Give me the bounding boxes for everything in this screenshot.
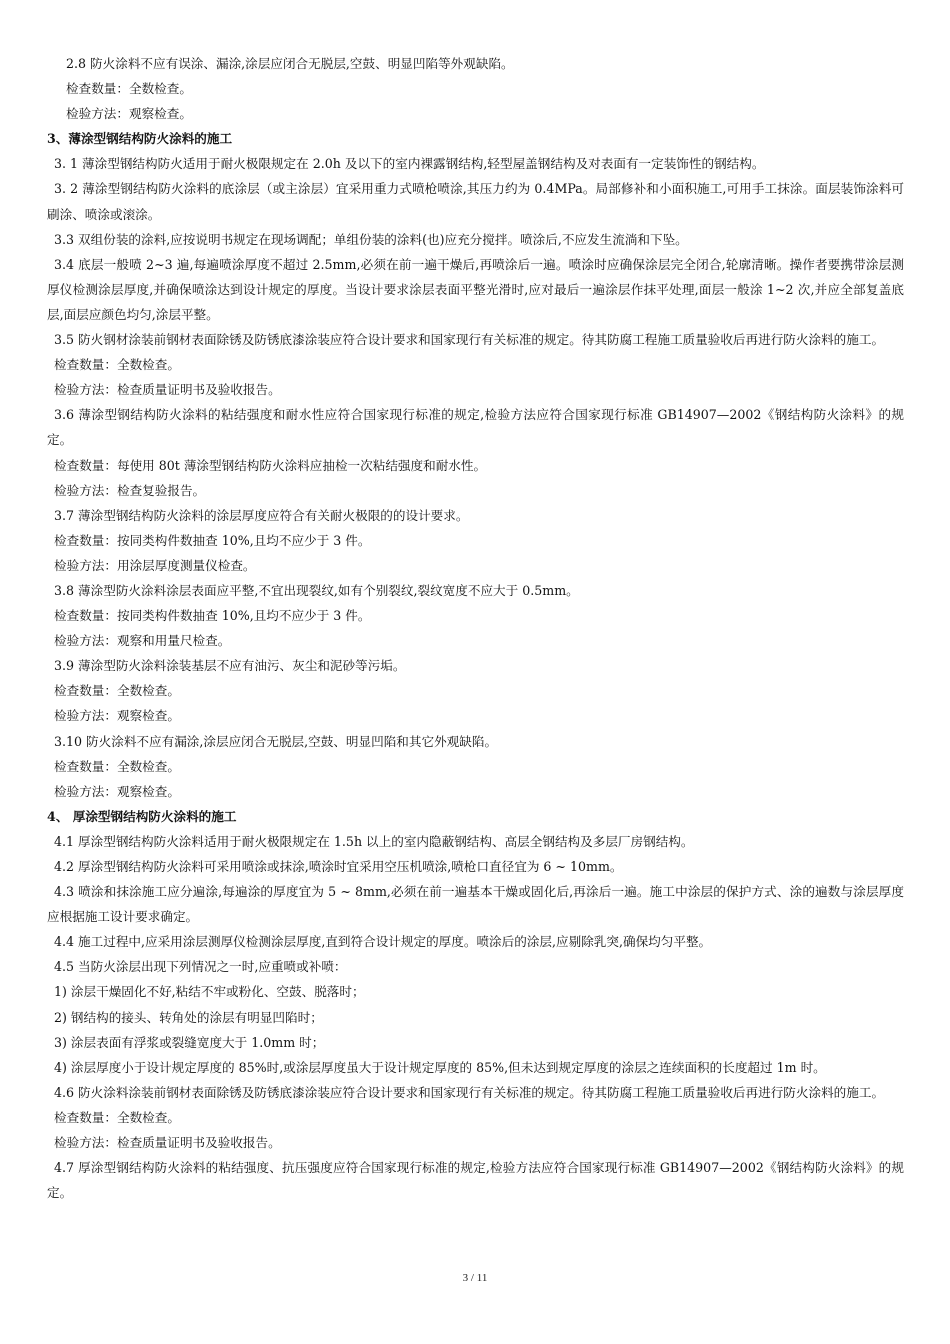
paragraph: 3) 涂层表面有浮浆或裂缝宽度大于 1.0mm 时；: [54, 1034, 325, 1050]
paragraph: 检验方法：观察检查。: [54, 708, 180, 724]
paragraph: 检查数量：全数检查。: [54, 1109, 180, 1125]
paragraph: 4.6 防火涂料涂装前钢材表面除锈及防锈底漆涂装应符合设计要求和国家现行有关标准的规定。待其防腐工程施工质量验收后再进行防火涂料的施工。: [54, 1084, 885, 1100]
paragraph: 检查数量：全数检查。: [54, 758, 180, 774]
paragraph: 检查数量：全数检查。: [54, 357, 180, 373]
paragraph: 3.10 防火涂料不应有漏涂,涂层应闭合无脱层,空鼓、明显凹陷和其它外观缺陷。: [54, 733, 498, 749]
paragraph: 检查数量：全数检查。: [54, 683, 180, 699]
paragraph: 3.7 薄涂型钢结构防火涂料的涂层厚度应符合有关耐火极限的的设计要求。: [54, 507, 469, 523]
paragraph: 4) 涂层厚度小于设计规定厚度的 85%时,或涂层厚度虽大于设计规定厚度的 85%,但未达到规定厚度的涂层之连续面积的长度超过 1m 时。: [54, 1059, 826, 1075]
document-body: [47, 51, 904, 1205]
paragraph: 检验方法：观察检查。: [66, 106, 192, 122]
paragraph: 检验方法：用涂层厚度测量仪检查。: [54, 557, 256, 573]
paragraph: 3.6 薄涂型钢结构防火涂料的粘结强度和耐水性应符合国家现行标准的规定,检验方法应符合国家现行标准 GB14907—2002《钢结构防火涂料》的规定。: [47, 407, 904, 448]
paragraph: 1) 涂层干燥固化不好,粘结不牢或粉化、空鼓、脱落时；: [54, 984, 365, 1000]
paragraph: 检验方法：检查质量证明书及验收报告。: [54, 1135, 281, 1151]
paragraph: 检查数量：全数检查。: [66, 81, 192, 97]
section-heading: 4、 厚涂型钢结构防火涂料的施工: [47, 808, 237, 824]
paragraph: 检查数量：按同类构件数抽查 10%,且均不应少于 3 件。: [54, 532, 371, 548]
paragraph: 2) 钢结构的接头、转角处的涂层有明显凹陷时；: [54, 1009, 323, 1025]
paragraph: 3. 2 薄涂型钢结构防火涂料的底涂层（或主涂层）宜采用重力式喷枪喷涂,其压力约为 0.4MPa。局部修补和小面积施工,可用手工抹涂。面层装饰涂料可刷涂、喷涂或滚涂。: [47, 181, 904, 222]
paragraph: 4.3 喷涂和抹涂施工应分遍涂,每遍涂的厚度宜为 5 ~ 8mm,必须在前一遍基本干燥或固化后,再涂后一遍。施工中涂层的保护方式、涂的遍数与涂层厚度应根据施工设计要求确定。: [47, 884, 904, 925]
paragraph: 检查数量：按同类构件数抽查 10%,且均不应少于 3 件。: [54, 608, 371, 624]
paragraph: 4.1 厚涂型钢结构防火涂料适用于耐火极限规定在 1.5h 以上的室内隐蔽钢结构、高层全钢结构及多层厂房钢结构。: [54, 833, 694, 849]
paragraph: 4.2 厚涂型钢结构防火涂料可采用喷涂或抹涂,喷涂时宜采用空压机喷涂,喷枪口直径宜为 6 ~ 10mm。: [54, 859, 623, 874]
paragraph: 3.3 双组份装的涂料,应按说明书规定在现场调配；单组份装的涂料(也)应充分搅拌。喷涂后,不应发生流淌和下坠。: [54, 231, 688, 247]
paragraph: 3. 1 薄涂型钢结构防火适用于耐火极限规定在 2.0h 及以下的室内裸露钢结构,轻型屋盖钢结构及对表面有一定装饰性的钢结构。: [54, 156, 765, 172]
paragraph: 3.9 薄涂型防火涂料涂装基层不应有油污、灰尘和泥砂等污垢。: [54, 658, 406, 674]
section-heading: 3、薄涂型钢结构防火涂料的施工: [47, 131, 233, 147]
paragraph: 2.8 防火涂料不应有误涂、漏涂,涂层应闭合无脱层,空鼓、明显凹陷等外观缺陷。: [66, 56, 514, 71]
paragraph: 4.7 厚涂型钢结构防火涂料的粘结强度、抗压强度应符合国家现行标准的规定,检验方法应符合国家现行标准 GB14907—2002《钢结构防火涂料》的规定。: [47, 1160, 904, 1201]
paragraph: 3.4 底层一般喷 2~3 遍,每遍喷涂厚度不超过 2.5mm,必须在前一遍干燥后,再喷涂后一遍。喷涂时应确保涂层完全闭合,轮廓清晰。操作者要携带涂层测厚仪检测涂层厚度,并确保喷涂达到设计规定的厚度。当设计要求涂层表面平整光滑时,应对最后一遍涂层作抹平处理,面层一般涂 1~2 次,并应全部复盖底层,面层应颜色均匀,涂层平整。: [47, 256, 904, 322]
paragraph: 检验方法：观察检查。: [54, 783, 180, 799]
paragraph: 3.8 薄涂型防火涂料涂层表面应平整,不宜出现裂纹,如有个别裂纹,裂纹宽度不应大于 0.5mm。: [54, 582, 579, 598]
paragraph: 检验方法：观察和用量尺检查。: [54, 633, 231, 649]
paragraph: 4.5 当防火涂层出现下列情况之一时,应重喷或补喷：: [54, 959, 347, 975]
paragraph: 检验方法：检查复验报告。: [54, 482, 206, 498]
paragraph: 3.5 防火钢材涂装前钢材表面除锈及防锈底漆涂装应符合设计要求和国家现行有关标准的规定。待其防腐工程施工质量验收后再进行防火涂料的施工。: [54, 332, 885, 348]
paragraph: 4.4 施工过程中,应采用涂层测厚仪检测涂层厚度,直到符合设计规定的厚度。喷涂后的涂层,应剔除乳突,确保均匀平整。: [54, 934, 712, 950]
page-number: 3 / 11: [462, 1272, 488, 1284]
paragraph: 检查数量：每使用 80t 薄涂型钢结构防火涂料应抽检一次粘结强度和耐水性。: [54, 457, 487, 473]
paragraph: 检验方法：检查质量证明书及验收报告。: [54, 382, 281, 398]
